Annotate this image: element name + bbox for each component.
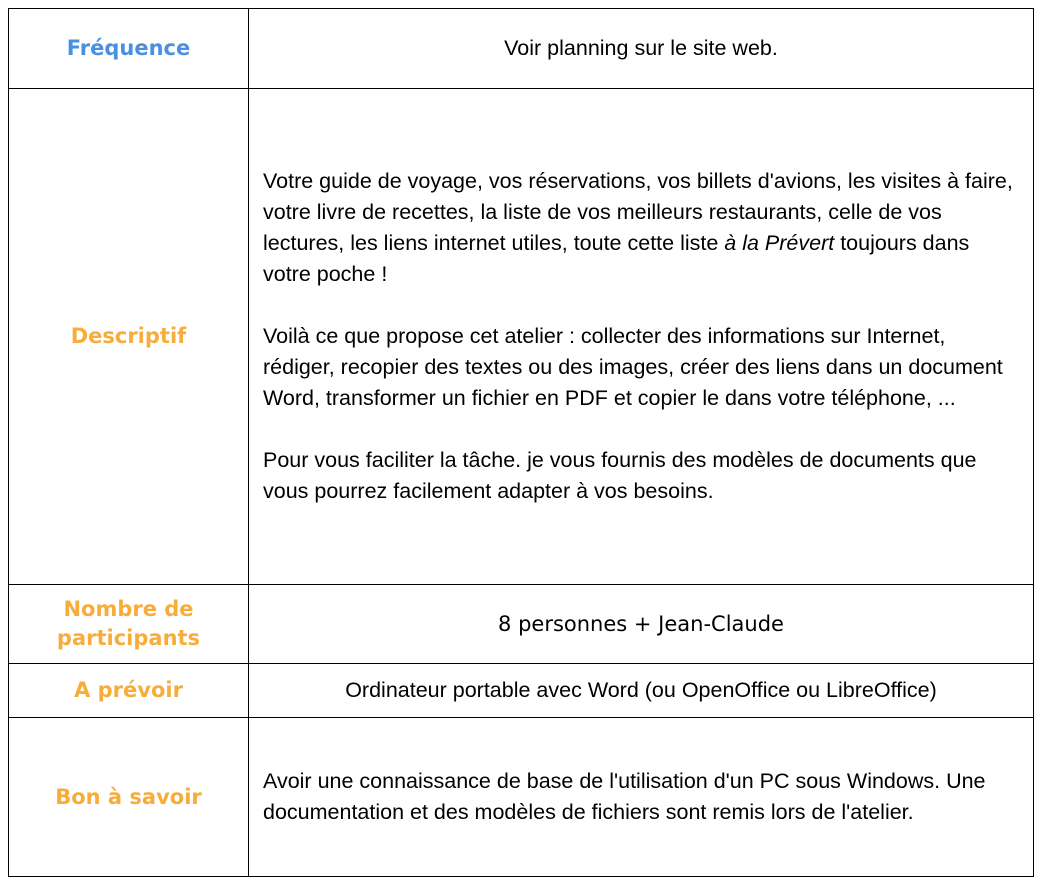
descriptif-value (249, 89, 1034, 585)
row-descriptif (9, 89, 1034, 585)
descriptif-p1-text: Votre guide de voyage, vos réservations, vos billets d'avions, les visites à faire, votre livre de recettes, la liste de vos meilleurs restaurants, celle de vos lectures, les liens internet utiles, toute cette liste (263, 169, 1013, 255)
descriptif-paragraph-2: Voilà ce que propose cet atelier : collecter des informations sur Internet, rédiger, recopier des textes ou des images, créer des liens dans un document Word, transformer un fichier en PDF et copier le dans votre téléphone, ... (263, 324, 1003, 410)
descriptif-paragraph-1 (263, 166, 1023, 290)
savoir-value: Avoir une connaissance de base de l'utilisation d'un PC sous Windows. Une documentation et des modèles de fichiers sont remis lors de l'atelier. (249, 718, 1034, 877)
participants-value: 8 personnes + Jean-Claude (249, 585, 1034, 664)
row-participants (9, 585, 1034, 664)
descriptif-paragraph-3: Pour vous faciliter la tâche. je vous fournis des modèles de documents que vous pourrez facilement adapter à vos besoins. (263, 448, 977, 503)
descriptif-p1-italic: à la Prévert (724, 231, 835, 255)
savoir-label: Bon à savoir (9, 718, 249, 877)
prevoir-label: A prévoir (9, 664, 249, 718)
frequence-label: Fréquence (9, 9, 249, 89)
participants-label-line-2: participants (56, 626, 201, 650)
descriptif-label: Descriptif (9, 89, 249, 585)
row-prevoir (9, 664, 1034, 718)
row-frequence (9, 9, 1034, 89)
workshop-info-table (8, 8, 1034, 877)
participants-label-line-1: Nombre de (63, 597, 194, 621)
descriptif-p1-end: toujours dans votre poche ! (263, 231, 970, 286)
prevoir-value: Ordinateur portable avec Word (ou OpenOffice ou LibreOffice) (249, 664, 1034, 718)
participants-label (9, 585, 249, 664)
row-savoir (9, 718, 1034, 877)
frequence-value: Voir planning sur le site web. (249, 9, 1034, 89)
